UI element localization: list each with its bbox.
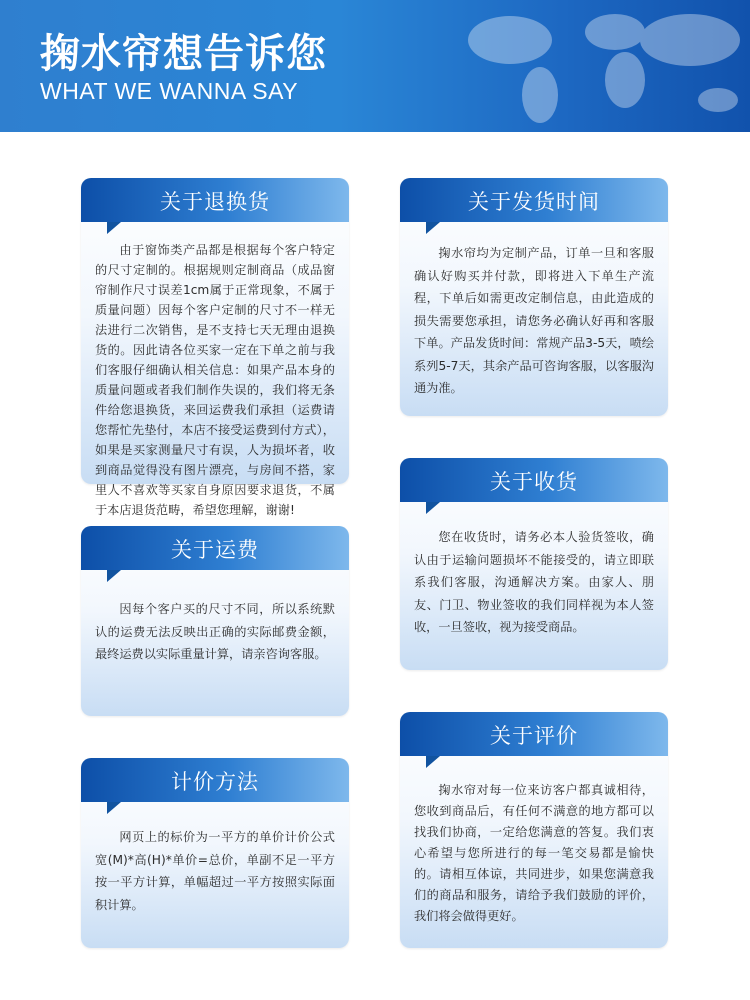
card-body: 您在收货时，请务必本人验货签收，确认由于运输问题损坏不能接受的，请立即联系我们客服，沟通解决方案。由家人、朋友、门卫、物业签收的我们同样视为本人签收，一旦签收，视为接受商品。 <box>414 530 654 634</box>
card-body: 由于窗饰类产品都是根据每个客户特定的尺寸定制的。根据规则定制商品（成品窗帘制作尺寸误差1cm属于正常现象，不属于质量问题）因每个客户定制的尺寸不一样无法进行二次销售，是不支持七天无理由退换货的。因此请各位买家一定在下单之前与我们客服仔细确认相关信息：如果产品本身的质量问题或者我们制作失误的，我们将无条件给您退换货，来回运费我们承担（运费请您帮忙先垫付，本店不接受运费到付方式），如果是买家测量尺寸有误，人为损坏者，收到商品觉得没有图片漂亮，与房间不搭，家里人不喜欢等买家自身原因要求退货，不属于本店退货范畴，希望您理解，谢谢! <box>95 243 335 517</box>
card-receiving <box>400 458 668 670</box>
card-title: 关于发货时间 <box>468 190 600 214</box>
card-body: 因每个客户买的尺寸不同，所以系统默认的运费无法反映出正确的实际邮费金额，最终运费以实际重量计算，请亲咨询客服。 <box>95 602 335 661</box>
card-body: 掬水帘均为定制产品，订单一旦和客服确认好购买并付款，即将进入下单生产流程，下单后如需更改定制信息，由此造成的损失需要您承担，请您务必确认好再和客服下单。产品发货时间：常规产品3-5天，喷绘系列5-7天，其余产品可咨询客服，以客服沟通为准。 <box>414 246 654 395</box>
card-header <box>81 178 349 222</box>
card-header <box>400 178 668 222</box>
card-body: 掬水帘对每一位来访客户都真诚相待，您收到商品后，有任何不满意的地方都可以找我们协商，一定给您满意的答复。我们衷心希望与您所进行的每一笔交易都是愉快的。请相互体谅，共同进步，如果您满意我们的商品和服务，请给予我们鼓励的评价，我们将会做得更好。 <box>414 783 654 923</box>
card-header <box>400 458 668 502</box>
card-pricing <box>81 758 349 948</box>
card-title: 关于退换货 <box>160 190 270 214</box>
card-shipping-time <box>400 178 668 416</box>
card-header <box>81 526 349 570</box>
page-subtitle: WHAT WE WANNA SAY <box>40 78 299 104</box>
card-title: 计价方法 <box>171 770 259 794</box>
card-header <box>81 758 349 802</box>
card-review <box>400 712 668 948</box>
world-map-graphic <box>450 0 750 132</box>
card-freight <box>81 526 349 716</box>
card-title: 关于评价 <box>490 724 578 748</box>
card-body: 网页上的标价为一平方的单价计价公式宽(M)*高(H)*单价=总价，单副不足一平方按一平方计算，单幅超过一平方按照实际面积计算。 <box>95 830 335 912</box>
header-banner <box>0 0 750 132</box>
card-title: 关于运费 <box>171 538 259 562</box>
card-returns <box>81 178 349 517</box>
page-title: 掬水帘想告诉您 <box>40 31 327 77</box>
card-header <box>400 712 668 756</box>
card-title: 关于收货 <box>490 470 578 494</box>
